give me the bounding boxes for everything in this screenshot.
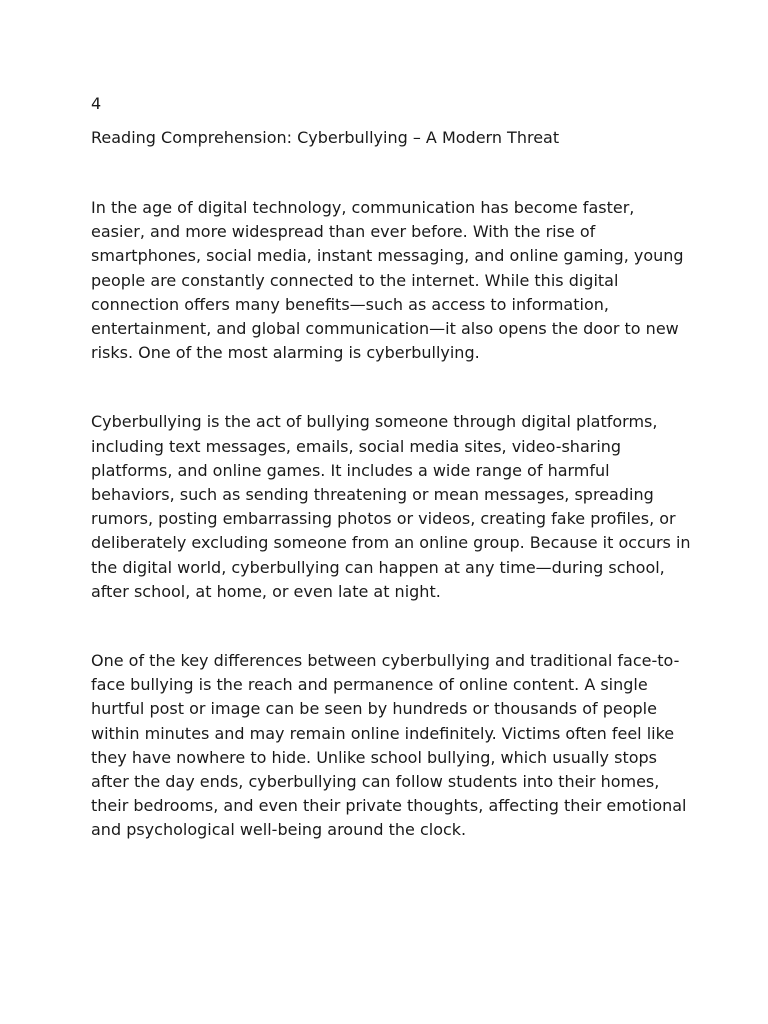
document-page	[91, 92, 691, 843]
paragraph-intro: In the age of digital technology, communication has become faster, easier, and more widespread than ever before. With the rise of smartphones, social media, instant messaging, and online gaming, young people are constantly connected to the internet. While this digital connection offers many benefits—such as access to information, entertainment, and global communication—it also opens the door to new risks. One of the most alarming is cyberbullying.	[91, 198, 684, 363]
page-number: 4	[91, 94, 102, 113]
paragraph-differences: One of the key differences between cyberbullying and traditional face-to-face bullying is the reach and permanence of online content. A single hurtful post or image can be seen by hundreds or thousands of people within minutes and may remain online indefinitely. Victims often feel like they have nowhere to hide. Unlike school bullying, which usually stops after the day ends, cyberbullying can follow students into their homes, their bedrooms, and even their private thoughts, affecting their emotional and psychological well-being around the clock.	[91, 651, 687, 840]
document-title: Reading Comprehension: Cyberbullying – A Modern Threat	[91, 128, 560, 147]
paragraph-definition: Cyberbullying is the act of bullying someone through digital platforms, including text messages, emails, social media sites, video-sharing platforms, and online games. It includes a wide range of harmful behaviors, such as sending threatening or mean messages, spreading rumors, posting embarrassing photos or videos, creating fake profiles, or deliberately excluding someone from an online group. Because it occurs in the digital world, cyberbullying can happen at any time—during school, after school, at home, or even late at night.	[91, 412, 691, 601]
